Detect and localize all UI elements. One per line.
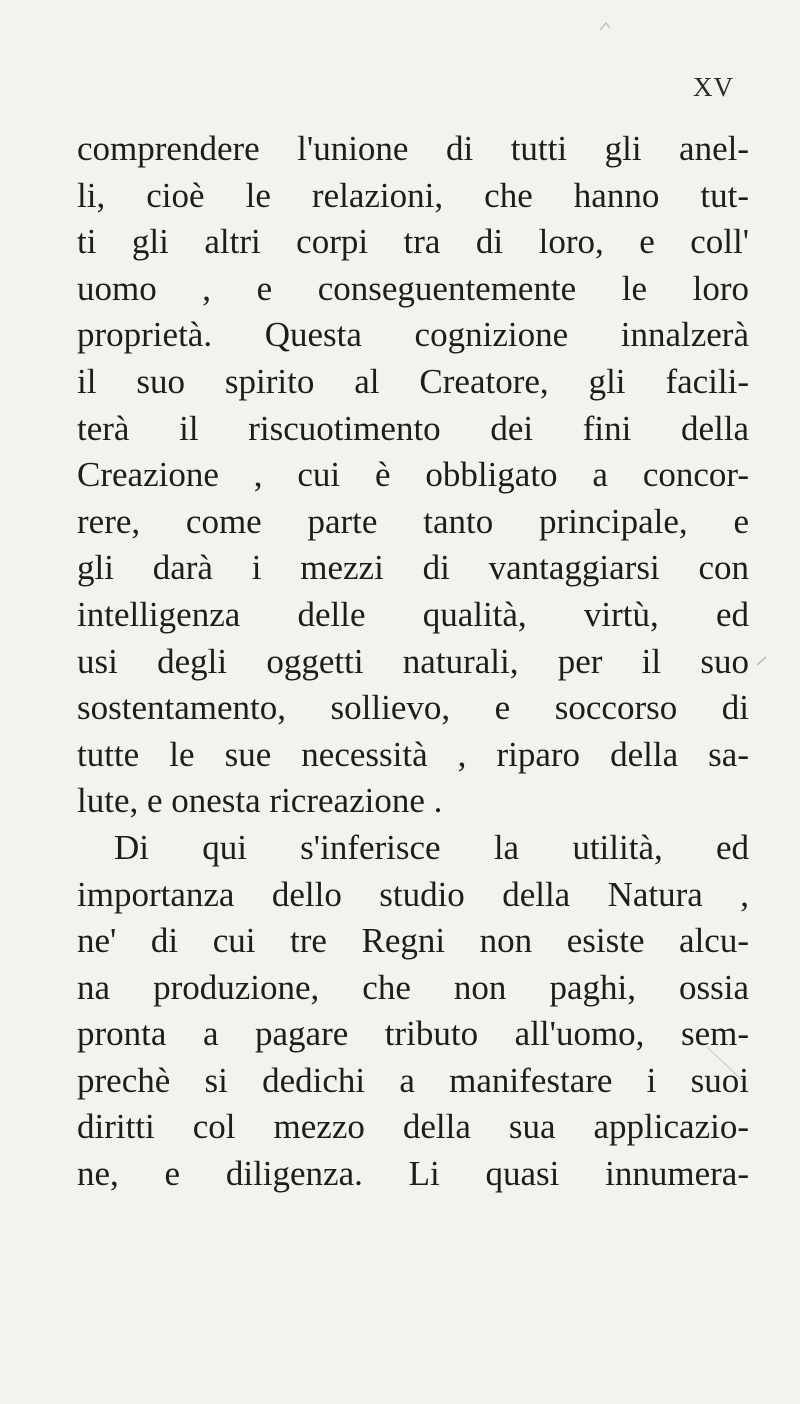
text-line: diritti col mezzo della sua applicazio- xyxy=(77,1107,749,1147)
text-line: tutte le sue necessità , riparo della sa- xyxy=(77,734,749,774)
paper-blemish-mark xyxy=(705,1045,747,1085)
text-line: ne, e diligenza. Li quasi innumera- xyxy=(77,1154,749,1194)
text-line: rere, come parte tanto principale, e xyxy=(77,501,749,541)
text-line: Di qui s'inferisce la utilità, ed xyxy=(114,827,749,867)
body-text xyxy=(77,126,749,1198)
text-line: il suo spirito al Creatore, gli facili- xyxy=(77,361,749,401)
text-line: gli darà i mezzi di vantaggiarsi con xyxy=(77,548,749,588)
page-number: XV xyxy=(693,72,734,102)
text-line: importanza dello studio della Natura , xyxy=(77,874,749,914)
text-line: li, cioè le relazioni, che hanno tut- xyxy=(77,175,749,215)
text-line: pronta a pagare tributo all'uomo, sem- xyxy=(77,1014,749,1054)
text-line: lute, e onesta ricreazione . xyxy=(77,781,443,821)
text-line: usi degli oggetti naturali, per il suo xyxy=(77,641,749,681)
text-line: Creazione , cui è obbligato a concor- xyxy=(77,455,749,495)
text-line: intelligenza delle qualità, virtù, ed xyxy=(77,594,749,634)
text-line: na produzione, che non paghi, ossia xyxy=(77,967,749,1007)
paper-blemish-mark xyxy=(598,20,618,32)
paper-blemish-mark xyxy=(755,655,769,667)
text-line: ti gli altri corpi tra di loro, e coll' xyxy=(77,222,749,262)
text-line: sostentamento, sollievo, e soccorso di xyxy=(77,688,749,728)
text-line: comprendere l'unione di tutti gli anel- xyxy=(77,129,749,168)
text-line: terà il riscuotimento dei fini della xyxy=(77,408,749,448)
text-line: prechè si dedichi a manifestare i suoi xyxy=(77,1060,749,1100)
text-line: ne' di cui tre Regni non esiste alcu- xyxy=(77,921,749,961)
text-line: uomo , e conseguentemente le loro xyxy=(77,268,749,308)
text-line: proprietà. Questa cognizione innalzerà xyxy=(77,315,749,355)
